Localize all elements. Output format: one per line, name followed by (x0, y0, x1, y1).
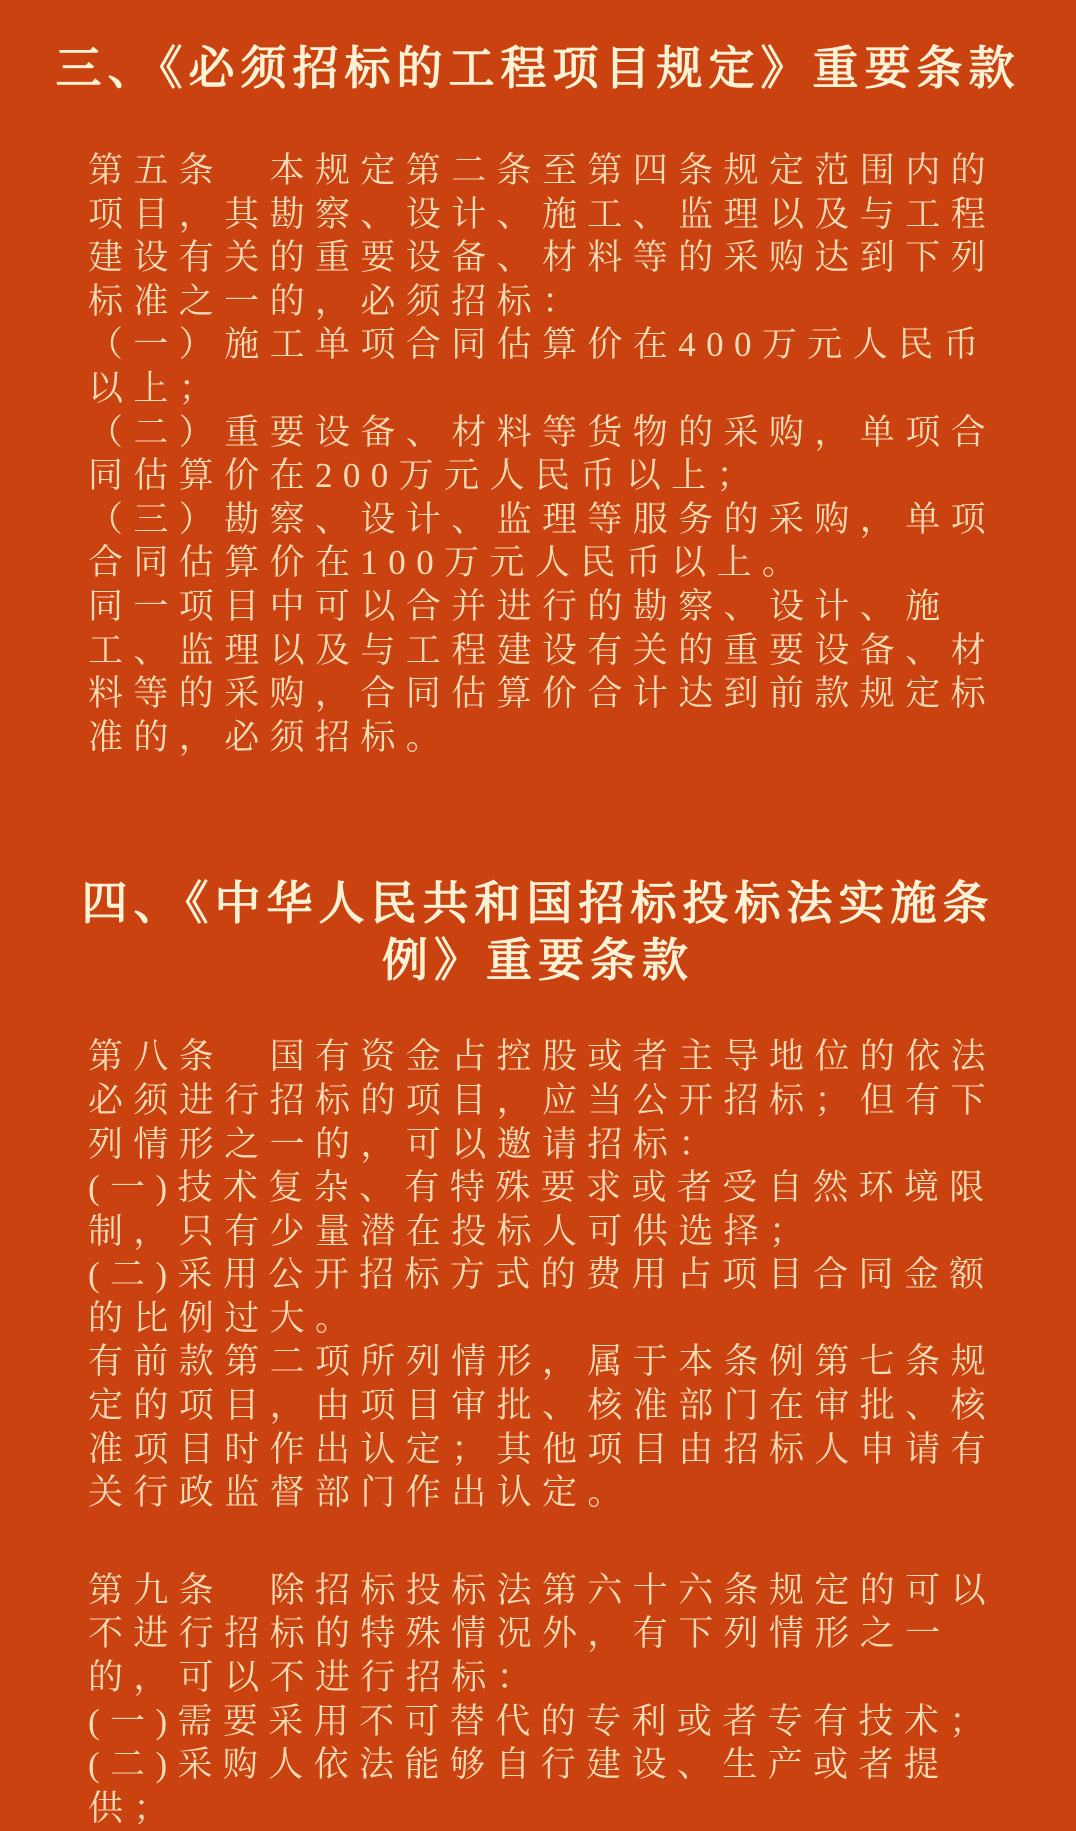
paragraph (88, 149, 997, 759)
text-line: 有前款第二项所列情形，属于本条例第七条规 (88, 1342, 997, 1382)
text-line: 准项目时作出认定；其他项目由招标人申请有 (88, 1429, 997, 1469)
text-line: (二)采用公开招标方式的费用占项目合同金额 (88, 1255, 995, 1295)
text-line: 第五条 本规定第二条至第四条规定范围内的 (88, 151, 997, 190)
paragraph (88, 1569, 997, 1831)
text-line: 建设有关的重要设备、材料等的采购达到下列 (88, 238, 997, 278)
text-line: （二）重要设备、材料等货物的采购，单项合 (88, 412, 997, 452)
text-line: 合同估算价在100万元人民币以上。 (88, 543, 808, 583)
text-line: 关行政监督部门作出认定。 (88, 1473, 633, 1513)
text-line: 料等的采购，合同估算价合计达到前款规定标 (88, 674, 997, 714)
text-line: (一)技术复杂、有特殊要求或者受自然环境限 (88, 1168, 995, 1208)
section-body (0, 1035, 1076, 1830)
text-line: (二)采购人依法能够自行建设、生产或者提 (88, 1745, 950, 1785)
text-line: 第九条 除招标投标法第六十六条规定的可以 (88, 1570, 997, 1610)
heading-line: 三、《必须招标的工程项目规定》重要条款 (55, 43, 1021, 94)
text-line: 列情形之一的，可以邀请招标： (88, 1124, 724, 1164)
text-line: 的比例过大。 (88, 1298, 361, 1338)
heading-line: 四、《中华人民共和国招标投标法实施条 (81, 878, 995, 930)
text-line: 项目，其勘察、设计、施工、监理以及与工程 (88, 194, 997, 234)
text-line: 制，只有少量潜在投标人可供选择； (88, 1211, 815, 1251)
text-line: 同估算价在200万元人民币以上； (88, 456, 762, 496)
text-line: 不进行招标的特殊情况外，有下列情形之一 (88, 1614, 951, 1654)
text-line: （三）勘察、设计、监理等服务的采购，单项 (88, 499, 997, 539)
section-heading (0, 875, 1076, 989)
text-line: 以上； (88, 368, 225, 408)
text-line: 标准之一的，必须招标： (88, 281, 588, 321)
section-must-tender-projects (0, 0, 1076, 759)
section-implementation-regulations (0, 875, 1076, 1830)
text-line: 准的，必须招标。 (88, 717, 452, 757)
text-line: （一）施工单项合同估算价在400万元人民币 (88, 325, 989, 365)
text-line: 定的项目，由项目审批、核准部门在审批、核 (88, 1386, 997, 1426)
text-line: (一)需要采用不可替代的专利或者专有技术； (88, 1701, 995, 1741)
paragraph (88, 1035, 997, 1515)
text-line: 工、监理以及与工程建设有关的重要设备、材 (88, 630, 997, 670)
text-line: 同一项目中可以合并进行的勘察、设计、施 (88, 586, 951, 626)
heading-line: 例》重要条款 (382, 935, 694, 987)
text-line: 供； (88, 1788, 179, 1828)
text-line: 的，可以不进行招标： (88, 1658, 543, 1698)
section-heading (0, 0, 1076, 97)
text-line: 必须进行招标的项目，应当公开招标；但有下 (88, 1080, 997, 1120)
text-line: 第八条 国有资金占控股或者主导地位的依法 (88, 1037, 997, 1077)
section-body (0, 149, 1076, 759)
